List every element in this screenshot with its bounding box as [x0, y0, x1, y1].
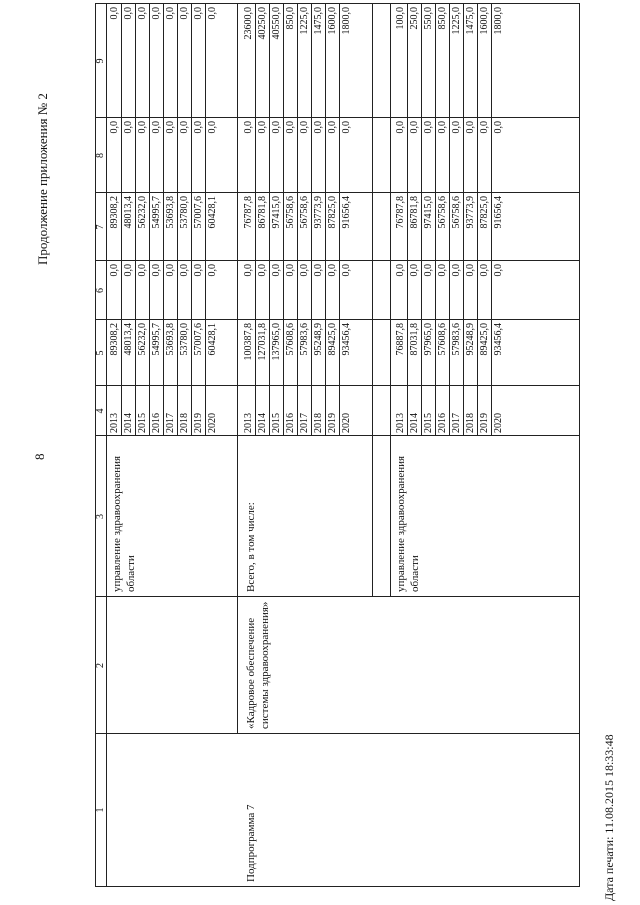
year-cell: 2020	[493, 413, 504, 433]
col-divider	[96, 435, 579, 436]
value-cell: 0,0	[179, 121, 190, 134]
value-cell: 57608,6	[285, 323, 296, 356]
value-cell: 0,0	[243, 264, 254, 277]
value-cell: 0,0	[493, 264, 504, 277]
year-cell: 2019	[327, 413, 338, 433]
page-number: 8	[32, 453, 47, 460]
value-cell: 0,0	[285, 264, 296, 277]
value-cell: 93773,9	[313, 196, 324, 229]
value-cell: 48013,4	[123, 323, 134, 356]
value-cell: 54995,7	[151, 196, 162, 229]
value-cell: 0,0	[327, 121, 338, 134]
value-cell: 95248,9	[465, 323, 476, 356]
value-cell: 93456,4	[341, 323, 352, 356]
value-cell: 86781,8	[257, 196, 268, 229]
value-cell: 0,0	[193, 121, 204, 134]
value-cell: 57983,6	[299, 323, 310, 356]
executor-top: управление здравоохранения области	[111, 455, 137, 592]
year-cell: 2014	[409, 413, 420, 433]
value-cell: 127031,8	[257, 323, 268, 361]
value-cell: 0,0	[109, 7, 120, 20]
value-cell: 1475,0	[465, 7, 476, 35]
value-cell: 850,0	[437, 7, 448, 30]
value-cell: 0,0	[341, 264, 352, 277]
header-number: 4	[95, 408, 106, 414]
year-cell: 2016	[151, 413, 162, 433]
value-cell: 0,0	[123, 264, 134, 277]
print-date: Дата печати: 11.08.2015 18:33:48	[602, 734, 616, 901]
value-cell: 0,0	[479, 264, 490, 277]
year-cell: 2016	[437, 413, 448, 433]
executor-sub: управление здравоохранения области	[395, 455, 421, 592]
header-number: 2	[95, 663, 106, 668]
year-cell: 2018	[179, 413, 190, 433]
value-cell: 40550,0	[271, 7, 282, 40]
value-cell: 1800,0	[493, 7, 504, 35]
value-cell: 1600,0	[327, 7, 338, 35]
value-cell: 53780,0	[179, 323, 190, 356]
year-cell: 2015	[137, 413, 148, 433]
value-cell: 53780,0	[179, 196, 190, 229]
value-cell: 56758,6	[451, 196, 462, 229]
value-cell: 0,0	[193, 264, 204, 277]
value-cell: 100,0	[395, 7, 406, 30]
value-cell: 0,0	[465, 121, 476, 134]
value-cell: 1800,0	[341, 7, 352, 35]
value-cell: 57608,6	[437, 323, 448, 356]
value-cell: 0,0	[341, 121, 352, 134]
year-cell: 2013	[243, 413, 254, 433]
year-cell: 2013	[109, 413, 120, 433]
value-cell: 0,0	[299, 264, 310, 277]
value-cell: 137965,0	[271, 323, 282, 361]
value-cell: 87825,0	[479, 196, 490, 229]
year-cell: 2017	[451, 413, 462, 433]
value-cell: 0,0	[257, 121, 268, 134]
header-number: 5	[95, 350, 106, 356]
header-number: 8	[95, 153, 106, 158]
value-cell: 0,0	[395, 264, 406, 277]
value-cell: 1225,0	[451, 7, 462, 35]
value-cell: 0,0	[285, 121, 296, 134]
value-cell: 89308,2	[109, 196, 120, 229]
value-cell: 0,0	[207, 7, 218, 20]
year-cell: 2015	[423, 413, 434, 433]
value-cell: 1600,0	[479, 7, 490, 35]
value-cell: 60428,1	[207, 196, 218, 229]
year-cell: 2020	[341, 413, 352, 433]
budget-table	[95, 3, 580, 887]
year-cell: 2014	[257, 413, 268, 433]
value-cell: 0,0	[451, 264, 462, 277]
value-cell: 0,0	[313, 121, 324, 134]
value-cell: 89425,0	[327, 323, 338, 356]
value-cell: 60428,1	[207, 323, 218, 356]
value-cell: 0,0	[151, 7, 162, 20]
value-cell: 76787,8	[395, 196, 406, 229]
header-number: 3	[95, 514, 106, 519]
value-cell: 57007,6	[193, 196, 204, 229]
value-cell: 100387,8	[243, 323, 254, 361]
value-cell: 87825,0	[327, 196, 338, 229]
value-cell: 0,0	[437, 121, 448, 134]
continuation-title: Продолжение приложения № 2	[35, 93, 50, 265]
header-number: 7	[95, 224, 106, 230]
value-cell: 0,0	[137, 7, 148, 20]
value-cell: 0,0	[109, 121, 120, 134]
value-cell: 93456,4	[493, 323, 504, 356]
value-cell: 76887,8	[395, 323, 406, 356]
value-cell: 0,0	[109, 264, 120, 277]
value-cell: 93773,9	[465, 196, 476, 229]
year-cell: 2019	[193, 413, 204, 433]
year-cell: 2014	[123, 413, 134, 433]
value-cell: 0,0	[123, 121, 134, 134]
value-cell: 57983,6	[451, 323, 462, 356]
year-cell: 2017	[165, 413, 176, 433]
value-cell: 0,0	[493, 121, 504, 134]
subprogram-name: «Кадровое обеспечение системы здравоохранения»	[245, 601, 271, 729]
value-cell: 0,0	[465, 264, 476, 277]
year-cell: 2013	[395, 413, 406, 433]
value-cell: 56758,6	[299, 196, 310, 229]
value-cell: 56758,6	[285, 196, 296, 229]
value-cell: 1225,0	[299, 7, 310, 35]
executor-total: Всего, в том числе:	[245, 502, 257, 592]
value-cell: 57007,6	[193, 323, 204, 356]
value-cell: 0,0	[123, 7, 134, 20]
value-cell: 0,0	[165, 264, 176, 277]
value-cell: 48013,4	[123, 196, 134, 229]
value-cell: 23600,0	[243, 7, 254, 40]
value-cell: 89308,2	[109, 323, 120, 356]
value-cell: 0,0	[179, 7, 190, 20]
value-cell: 0,0	[165, 7, 176, 20]
value-cell: 0,0	[437, 264, 448, 277]
year-cell: 2015	[271, 413, 282, 433]
header-number: 6	[95, 288, 106, 293]
year-cell: 2016	[285, 413, 296, 433]
value-cell: 850,0	[285, 7, 296, 30]
value-cell: 53693,8	[165, 323, 176, 356]
value-cell: 0,0	[423, 121, 434, 134]
value-cell: 97415,0	[423, 196, 434, 229]
block-divider	[372, 4, 373, 597]
value-cell: 0,0	[193, 7, 204, 20]
value-cell: 0,0	[137, 121, 148, 134]
col-divider	[96, 733, 579, 734]
value-cell: 97965,0	[423, 323, 434, 356]
value-cell: 0,0	[165, 121, 176, 134]
value-cell: 54995,7	[151, 323, 162, 356]
value-cell: 0,0	[409, 264, 420, 277]
col-divider	[96, 596, 579, 597]
value-cell: 86781,8	[409, 196, 420, 229]
value-cell: 56758,6	[437, 196, 448, 229]
value-cell: 91656,4	[341, 196, 352, 229]
block-divider	[390, 4, 391, 597]
value-cell: 0,0	[451, 121, 462, 134]
header-number: 1	[95, 807, 106, 813]
value-cell: 56232,0	[137, 196, 148, 229]
value-cell: 40250,0	[257, 7, 268, 40]
value-cell: 1475,0	[313, 7, 324, 35]
header-divider	[106, 4, 107, 886]
value-cell: 95248,9	[313, 323, 324, 356]
year-cell: 2020	[207, 413, 218, 433]
value-cell: 0,0	[395, 121, 406, 134]
header-number: 9	[95, 58, 106, 64]
value-cell: 0,0	[137, 264, 148, 277]
value-cell: 550,0	[423, 7, 434, 30]
value-cell: 76787,8	[243, 196, 254, 229]
year-cell: 2018	[313, 413, 324, 433]
value-cell: 250,0	[409, 7, 420, 30]
value-cell: 0,0	[327, 264, 338, 277]
block-divider	[237, 4, 238, 734]
value-cell: 0,0	[207, 264, 218, 277]
value-cell: 0,0	[409, 121, 420, 134]
value-cell: 0,0	[271, 121, 282, 134]
year-cell: 2019	[479, 413, 490, 433]
value-cell: 53693,8	[165, 196, 176, 229]
value-cell: 0,0	[271, 264, 282, 277]
value-cell: 0,0	[151, 264, 162, 277]
value-cell: 0,0	[207, 121, 218, 134]
value-cell: 0,0	[423, 264, 434, 277]
value-cell: 56232,0	[137, 323, 148, 356]
value-cell: 0,0	[151, 121, 162, 134]
value-cell: 0,0	[257, 264, 268, 277]
value-cell: 89425,0	[479, 323, 490, 356]
value-cell: 91656,4	[493, 196, 504, 229]
value-cell: 0,0	[179, 264, 190, 277]
subprogram-label: Подпрограмма 7	[245, 804, 257, 882]
year-cell: 2017	[299, 413, 310, 433]
value-cell: 0,0	[479, 121, 490, 134]
value-cell: 0,0	[299, 121, 310, 134]
year-cell: 2018	[465, 413, 476, 433]
value-cell: 97415,0	[271, 196, 282, 229]
value-cell: 0,0	[313, 264, 324, 277]
value-cell: 0,0	[243, 121, 254, 134]
value-cell: 87031,8	[409, 323, 420, 356]
